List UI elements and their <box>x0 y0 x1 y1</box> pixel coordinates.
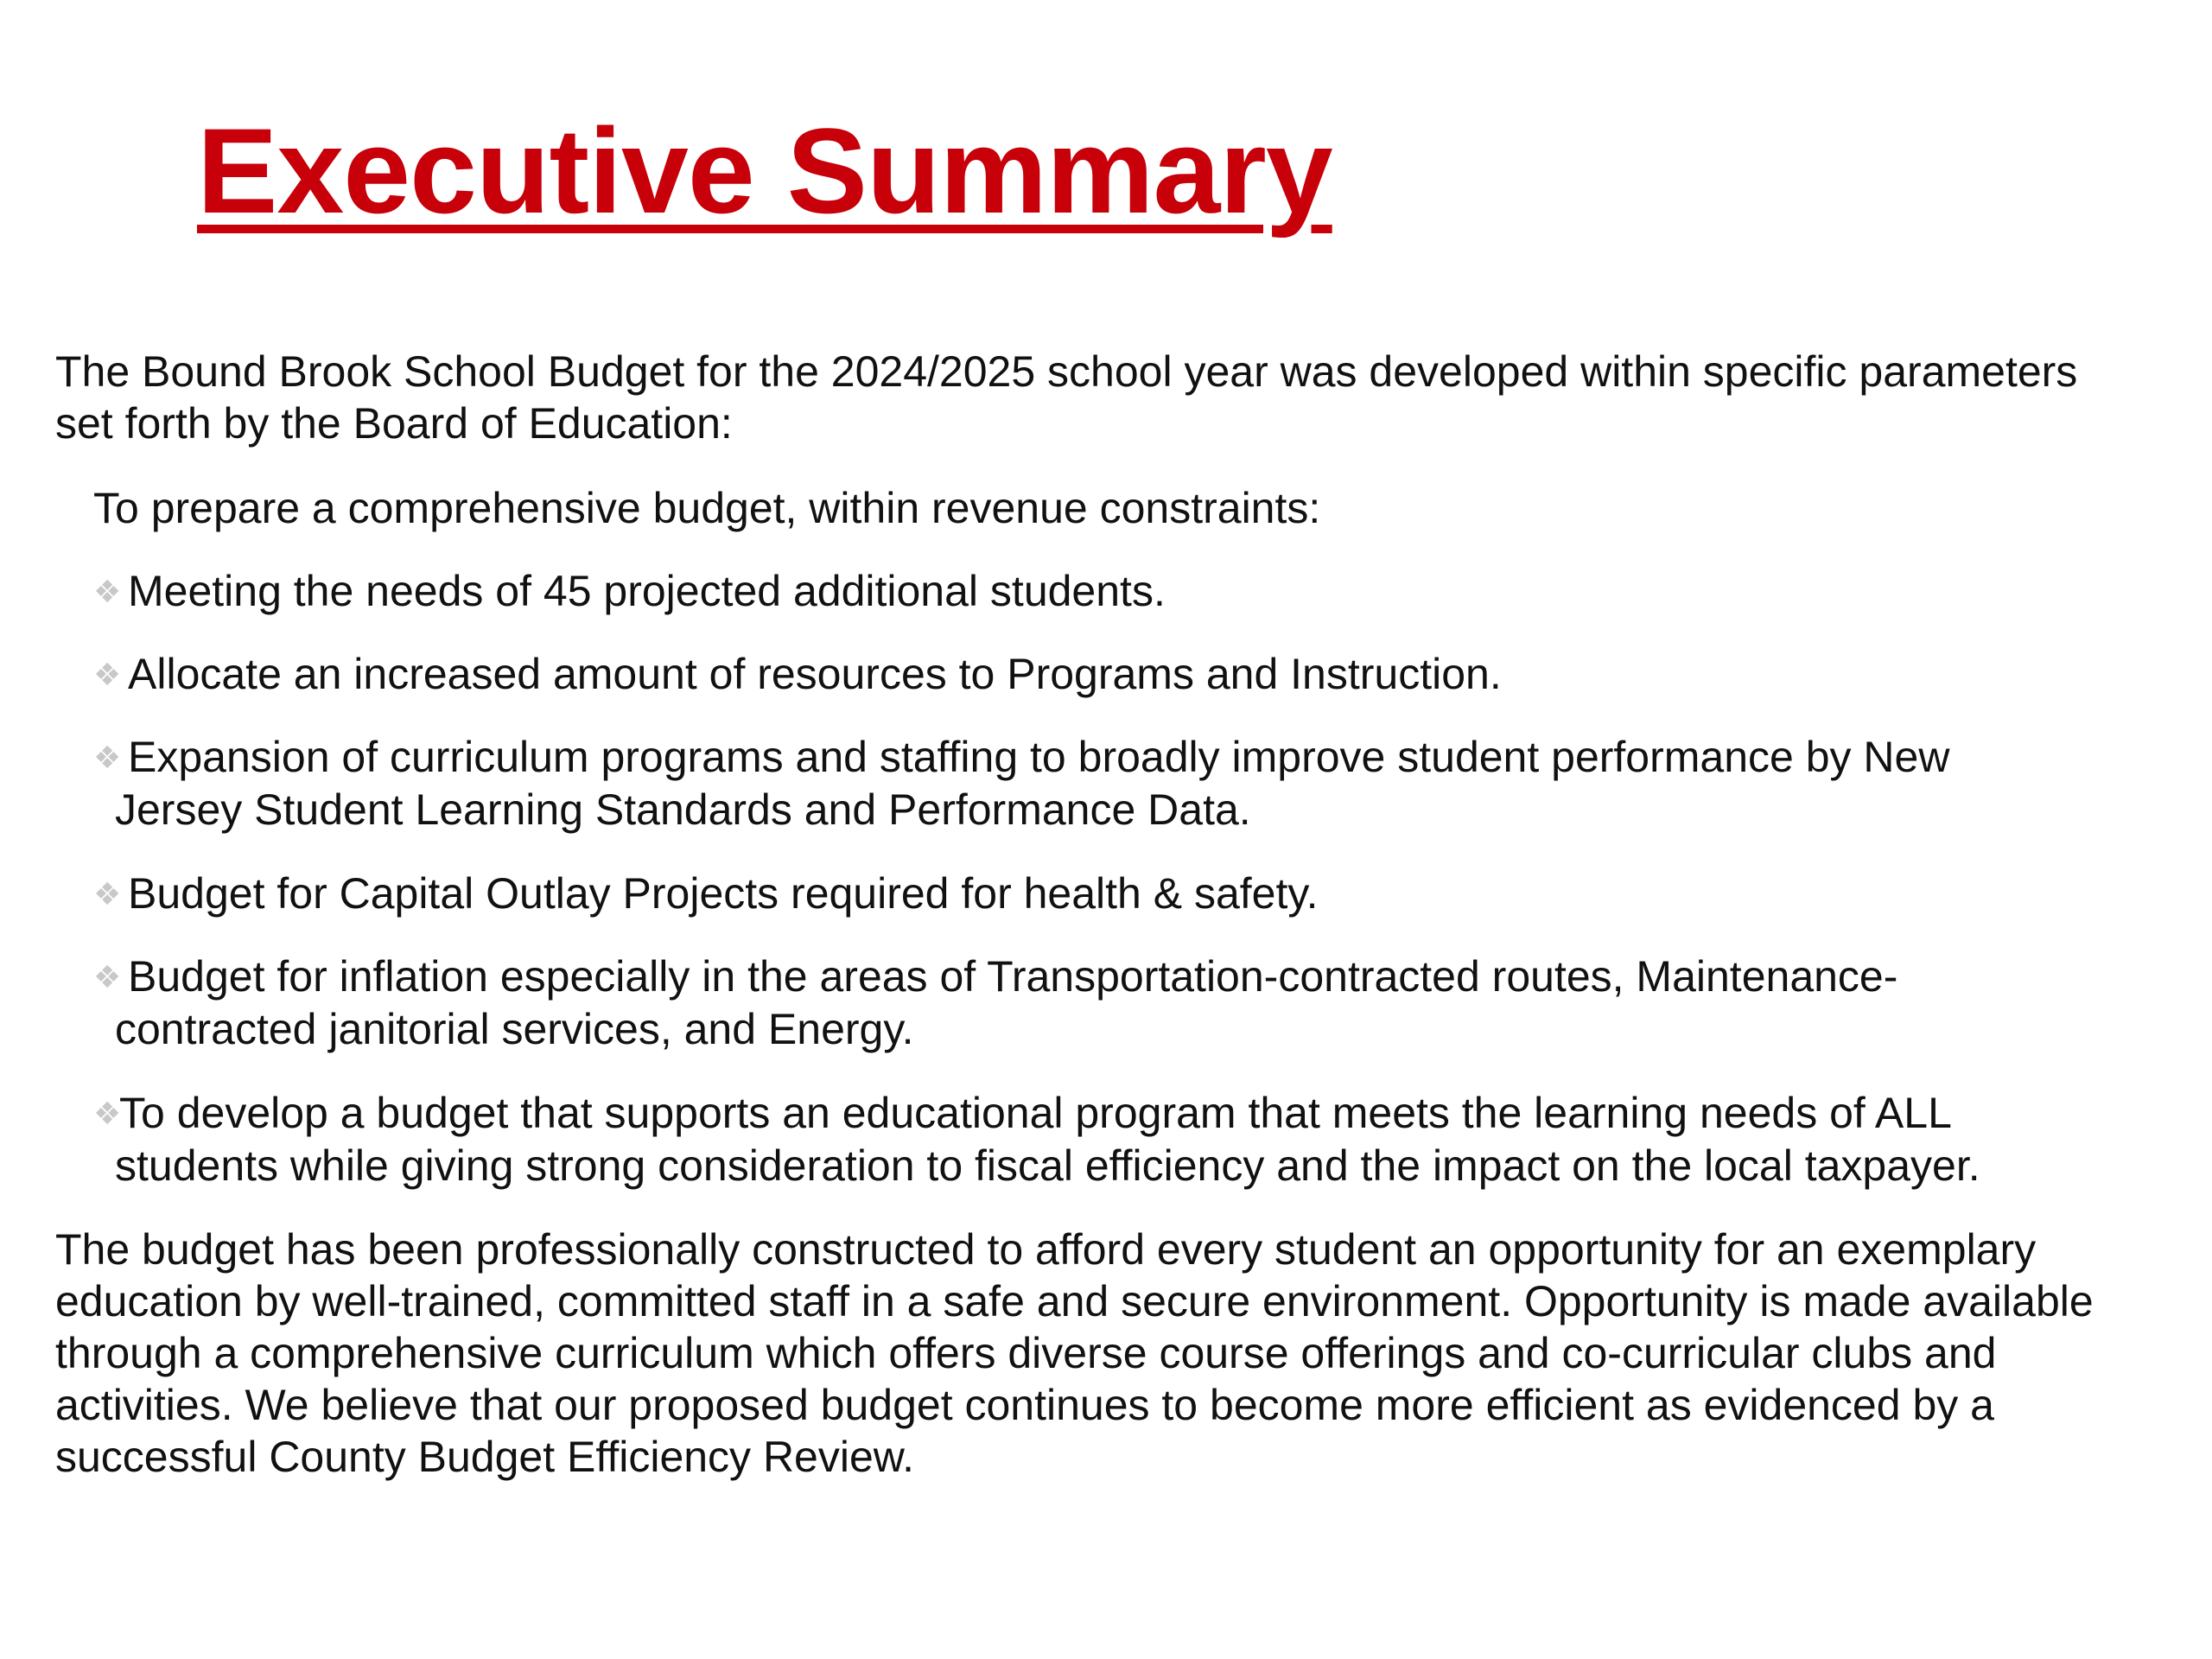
intro-paragraph: The Bound Brook School Budget for the 2024/2025 school year was developed within specific parameters set forth by the Board of Education: <box>55 347 2078 448</box>
bullet-item <box>93 868 2068 920</box>
bullet-item <box>93 950 2068 1055</box>
diamond-bullet-icon: ❖ <box>93 740 122 775</box>
bullet-text: Expansion of curriculum programs and staffing to broadly improve student performance by New Jersey Student Learning Standards and Performance Data. <box>115 733 1950 834</box>
diamond-bullet-icon: ❖ <box>93 657 122 692</box>
diamond-bullet-icon: ❖ <box>93 959 122 995</box>
bullet-item <box>93 565 2068 618</box>
bullet-item <box>93 1087 2068 1192</box>
bullet-item <box>93 648 2068 701</box>
slide-title: Executive Summary <box>197 103 1332 238</box>
bullet-text: Meeting the needs of 45 projected additional students. <box>128 567 1166 615</box>
bullet-text: Budget for inflation especially in the areas of Transportation-contracted routes, Maintenance-contracted janitorial services, and Energy. <box>115 952 1898 1053</box>
lead-statement: To prepare a comprehensive budget, within revenue constraints: <box>93 484 1321 532</box>
bullet-text: Budget for Capital Outlay Projects required for health & safety. <box>128 869 1319 918</box>
closing-paragraph: The budget has been professionally constructed to afford every student an opportunity for an exemplary education by well-trained, committed staff in a safe and secure environment. Opportunity is made available through a comprehensive curriculum which offers diverse course offerings and co-curricular clubs and activities. We believe that our proposed budget continues to become more efficient as evidenced by a successful County Budget Efficiency Review. <box>55 1225 2094 1481</box>
bullet-text: To develop a budget that supports an educational program that meets the learning needs of ALL students while giving strong consideration to fiscal efficiency and the impact on the local taxpayer. <box>115 1089 1980 1190</box>
bullet-text: Allocate an increased amount of resources to Programs and Instruction. <box>128 650 1502 698</box>
bullet-item <box>93 731 2068 836</box>
diamond-bullet-icon: ❖ <box>93 876 122 912</box>
diamond-bullet-icon: ❖ <box>93 1096 122 1131</box>
diamond-bullet-icon: ❖ <box>93 574 122 609</box>
